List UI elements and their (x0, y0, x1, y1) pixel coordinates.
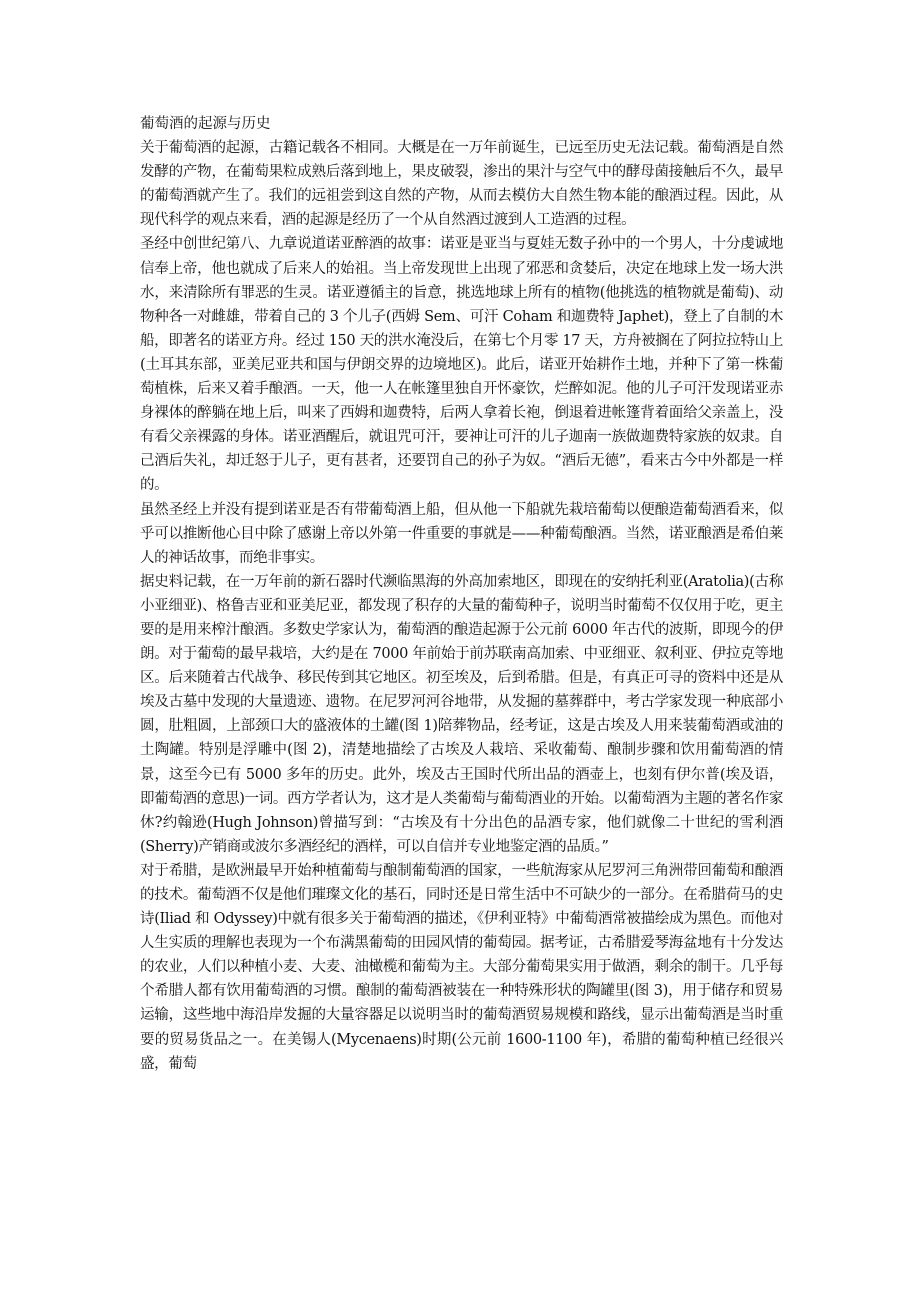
paragraph-origin: 关于葡萄酒的起源，古籍记载各不相同。大概是在一万年前诞生，已远至历史无法记载。葡萄酒是自然发酵的产物，在葡萄果粒成熟后落到地上，果皮破裂，渗出的果汁与空气中的酵母菌接触后不久，最早的葡萄酒就产生了。我们的远祖尝到这自然的产物，从而去模仿大自然生物本能的酿酒过程。因此，从现代科学的观点来看，酒的起源是经历了一个从自然酒过渡到人工造酒的过程。 (140, 140, 783, 229)
paragraph-historical-records: 据史料记载，在一万年前的新石器时代濒临黑海的外高加索地区，即现在的安纳托利亚(Aratolia)(古称小亚细亚)、格鲁吉亚和亚美尼亚，都发现了积存的大量的葡萄种子，说明当时葡萄不仅仅用于吃，更主要的是用来榨汁酿酒。多数史学家认为，葡萄酒的酿造起源于公元前 6000 年古代的波斯，即现今的伊朗。对于葡萄的最早栽培，大约是在 7000 年前始于前苏联南高加索、中亚细亚、叙利亚、伊拉克等地区。后来随着古代战争、移民传到其它地区。初至埃及，后到希腊。但是，有真正可寻的资料中还是从埃及古墓中发现的大量遗迹、遗物。在尼罗河河谷地带，从发掘的墓葬群中，考古学家发现一种底部小圆，肚粗圆，上部颈口大的盛液体的土罐(图 1)陪葬物品，经考证，这是古埃及人用来装葡萄酒或油的土陶罐。特别是浮雕中(图 2)，清楚地描绘了古埃及人栽培、采收葡萄、酿制步骤和饮用葡萄酒的情景，这至今已有 5000 多年的历史。此外，埃及古王国时代所出品的酒壶上，也刻有伊尔普(埃及语，即葡萄酒的意思)一词。西方学者认为，这才是人类葡萄与葡萄酒业的开始。以葡萄酒为主题的著名作家休?约翰逊(Hugh Johnson)曾描写到：“古埃及有十分出色的品酒专家，他们就像二十世纪的雪利酒(Sherry)产销商或波尔多酒经纪的酒样，可以自信并专业地鉴定酒的品质。” (140, 573, 783, 855)
paragraph-greece: 对于希腊，是欧洲最早开始种植葡萄与酿制葡萄酒的国家，一些航海家从尼罗河三角洲带回葡萄和酿酒的技术。葡萄酒不仅是他们璀璨文化的基石，同时还是日常生活中不可缺少的一部分。在希腊荷马的史诗(Iliad 和 Odyssey)中就有很多关于葡萄酒的描述，《伊利亚特》中葡萄酒常被描绘成为黑色。而他对人生实质的理解也表现为一个布满黑葡萄的田园风情的葡萄园。据考证，古希腊爱琴海盆地有十分发达的农业，人们以种植小麦、大麦、油橄榄和葡萄为主。大部分葡萄果实用于做酒，剩余的制干。几乎每个希腊人都有饮用葡萄酒的习惯。酿制的葡萄酒被装在一种特殊形状的陶罐里(图 3)，用于储存和贸易运输，这些地中海沿岸发掘的大量容器足以说明当时的葡萄酒贸易规模和路线，显示出葡萄酒是当时重要的贸易货品之一。在美锡人(Mycenaens)时期(公元前 1600-1100 年)，希腊的葡萄种植已经很兴盛，葡萄 (140, 862, 783, 1072)
document-body (140, 112, 783, 1076)
document-title: 葡萄酒的起源与历史 (140, 116, 271, 132)
paragraph-noah-story: 圣经中创世纪第八、九章说道诺亚醉酒的故事：诺亚是亚当与夏娃无数子孙中的一个男人，十分虔诚地信奉上帝，他也就成了后来人的始祖。当上帝发现世上出现了邪恶和贪婪后，决定在地球上发一场大洪水，来清除所有罪恶的生灵。诺亚遵循主的旨意，挑选地球上所有的植物(他挑选的植物就是葡萄)、动物种各一对雌雄，带着自己的 3 个儿子(西姆 Sem、可汗 Coham 和迦费特 Japhet)，登上了自制的木船，即著名的诺亚方舟。经过 150 天的洪水淹没后，在第七个月零 17 天，方舟被搁在了阿拉拉特山上(土耳其东部，亚美尼亚共和国与伊朗交界的边境地区)。此后，诺亚开始耕作土地，并种下了第一株葡萄植株，后来又着手酿酒。一天，他一人在帐篷里独自开怀豪饮，烂醉如泥。他的儿子可汗发现诺亚赤身裸体的醉躺在地上后，叫来了西姆和迦费特，后两人拿着长袍，倒退着进帐篷背着面给父亲盖上，没有看父亲裸露的身体。诺亚酒醒后，就诅咒可汗，要神让可汗的儿子迦南一族做迦费特家族的奴隶。自己酒后失礼，却迁怒于儿子，更有甚者，还要罚自己的孙子为奴。“酒后无德”，看来古今中外都是一样的。 (140, 236, 783, 494)
paragraph-noah-remark: 虽然圣经上并没有提到诺亚是否有带葡萄酒上船，但从他一下船就先栽培葡萄以便酿造葡萄酒看来，似乎可以推断他心目中除了感谢上帝以外第一件重要的事就是——种葡萄酿酒。当然，诺亚酿酒是希伯莱人的神话故事，而绝非事实。 (140, 501, 783, 566)
